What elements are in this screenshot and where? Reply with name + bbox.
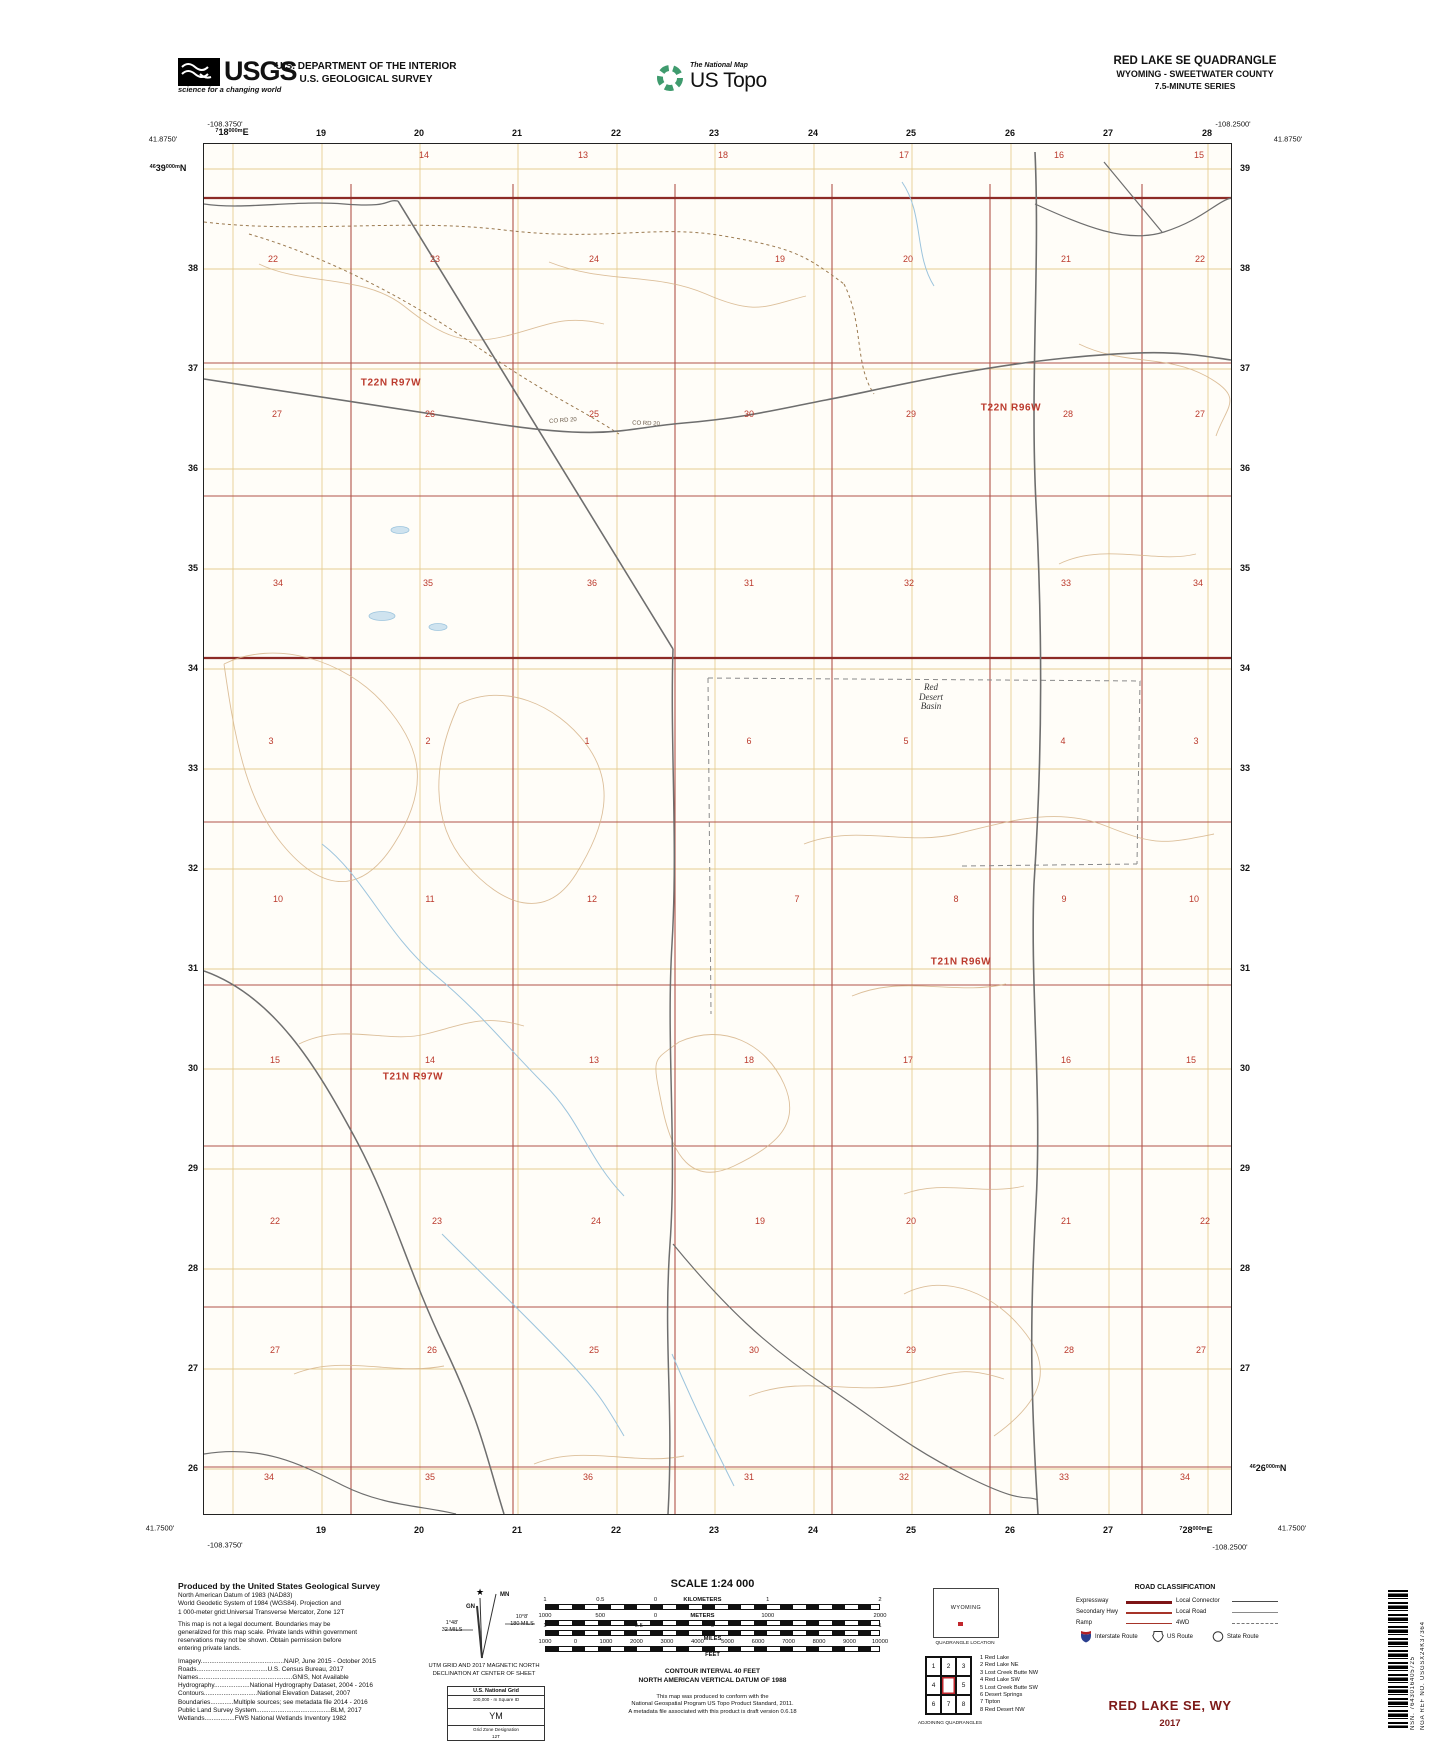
section-number: 26 [424,409,436,419]
road-class-swatch [1232,1612,1278,1613]
grid-number-left: 35 [187,563,198,573]
usng-gzd-value: 12T [492,1734,500,1739]
grid-number-right: 31 [1240,963,1251,973]
section-number: 3 [268,736,274,746]
grid-number-right: 28 [1240,1263,1251,1273]
us-topo-logo [655,62,767,93]
road-class-label: Secondary Hwy [1076,1609,1119,1615]
grid-number-bottom: 23 [708,1525,720,1535]
section-number: 27 [1195,1345,1207,1355]
section-number: 27 [271,409,283,419]
grid-number-top: 20 [413,128,425,138]
standard-conformance-note: This map was produced to conform with the National Geospatial Program US Topo Product Standard, 2011. A metadata file associated with this product is draft version 0.6.18 [628,1694,797,1715]
datum-paragraph: North American Datum of 1983 (NAD83) World Geodetic System of 1984 (WGS84). Projection and 1 000-meter grid:Universal Transverse Mercator, Zone 12T [178,1592,345,1616]
grid-number-top: 25 [905,128,917,138]
grid-number-bottom: 25 [905,1525,917,1535]
grid-number-bottom: 24 [807,1525,819,1535]
section-number: 16 [1053,150,1065,160]
usgs-logo-icon [178,58,220,86]
section-number: 31 [743,1472,755,1482]
grid-north-label: GN [466,1604,475,1610]
data-sources-list: Imagery...............................................NAIP, June 2015 - October 2015 Roads........................................U.S. Census Bureau, 2017 Names.....................................................GNIS, Not Available Hydrography....................National Hydrography Dataset, 2004 - 2016 Contours..............................National Elevation Dataset, 2007 Boundaries.............Multiple sources; see metadata file 2014 - 2016 Public Land Survey System..........................................BLM, 2017 Wetlands.................FWS National Wetlands Inventory 1982 [178,1657,376,1723]
quad-location-dot [958,1622,963,1626]
adjoining-quads-list: 1 Red Lake 2 Red Lake NE 3 Lost Creek Butte NW 4 Red Lake SW 5 Lost Creek Butte SW 6 Desert Springs 7 Tipton 8 Red Desert NW [980,1655,1039,1713]
corner-coordinate: 41.7500' [1277,1523,1307,1533]
grid-number-left: 33 [187,763,198,773]
grid-number-right: 34 [1240,663,1251,673]
township-range-label: T21N R96W [930,956,992,968]
usgs-logo-text: USGS [224,56,297,86]
corner-coordinate: 41.7500' [145,1523,175,1533]
adjoining-quad-cell: 1 [926,1657,941,1676]
barcode-nsn-text: NSN. 7643016405725 [1410,1656,1416,1730]
section-number: 25 [588,409,600,419]
section-number: 12 [586,894,598,904]
usng-square-label: 100,000 - m Square ID [448,1696,544,1709]
grid-number-top: 28 [1201,128,1213,138]
grid-number-bottom: 27 [1102,1525,1114,1535]
road-class-label: 4WD [1176,1620,1190,1626]
grid-number-bottom: 21 [511,1525,523,1535]
grid-number-bottom: 19 [315,1525,327,1535]
section-number: 21 [1060,1216,1072,1226]
section-number: 34 [1192,578,1204,588]
state-locator-box [933,1588,999,1638]
adjoining-quad-cell: 7 [941,1695,956,1714]
department-heading [246,60,486,86]
section-number: 24 [588,254,600,264]
section-number: 19 [754,1216,766,1226]
section-number: 32 [898,1472,910,1482]
quad-state-county: WYOMING - SWEETWATER COUNTY [1116,69,1274,79]
section-number: 6 [746,736,752,746]
section-number: 22 [1199,1216,1211,1226]
section-number: 17 [902,1055,914,1065]
section-number: 2 [425,736,431,746]
map-area [203,143,1232,1515]
road-class-swatch [1126,1623,1172,1624]
state-route-item: State Route [1212,1630,1259,1643]
grid-number-top: 24 [807,128,819,138]
corner-coordinate: -108.3750' [207,1540,243,1550]
section-number: 10 [272,894,284,904]
grid-number-right: 29 [1240,1163,1251,1173]
grid-number-left: 30 [187,1063,198,1073]
grid-number-top: 22 [610,128,622,138]
usng-gzd-label: Grid Zone Designation [473,1727,519,1732]
section-number: 17 [898,150,910,160]
section-number: 34 [1179,1472,1191,1482]
grid-number-left: 38 [187,263,198,273]
quad-series: 7.5-MINUTE SERIES [1154,81,1236,91]
grid-number-right: 35 [1240,563,1251,573]
grid-number-top: 26 [1004,128,1016,138]
grid-number-bottom: 20 [413,1525,425,1535]
section-number: 35 [422,578,434,588]
grid-number-right: 38 [1240,263,1251,273]
section-number: 20 [905,1216,917,1226]
us-topo-logo-icon [655,63,685,93]
section-number: 18 [717,150,729,160]
section-number: 36 [582,1472,594,1482]
true-north-star-icon: ★ [475,1587,485,1597]
road-class-label: Expressway [1076,1598,1109,1604]
credits-title: Produced by the United States Geological Survey [178,1581,381,1591]
grid-number-left: 27 [187,1363,198,1373]
section-number: 32 [903,578,915,588]
us-route-shield-icon [1152,1630,1164,1643]
section-number: 14 [418,150,430,160]
section-number: 28 [1063,1345,1075,1355]
grid-number-top: 23 [708,128,720,138]
grid-number-right: 30 [1240,1063,1251,1073]
road-class-swatch [1126,1601,1172,1604]
grid-number-right: 27 [1240,1363,1251,1373]
declination-caption: UTM GRID AND 2017 MAGNETIC NORTH DECLINATION AT CENTER OF SHEET [428,1663,540,1677]
adjoining-quads-caption: ADJOINING QUADRANGLES [917,1721,983,1726]
production-credits [178,1582,430,1723]
basin-name-label: Red Desert Basin [919,681,943,711]
roads [204,152,1231,1514]
utm-and-plss-grid [204,144,1231,1514]
legal-paragraph: This map is not a legal document. Boundaries may be generalized for this map scale. Private lands within government reservations may not be shown. Obtain permission before entering private lands. [178,1620,358,1653]
section-number: 30 [748,1345,760,1355]
section-number: 10 [1188,894,1200,904]
grid-number-right: 37 [1240,363,1251,373]
scale-bar-kilometers: 1 0.5 0 1 2 KILOMETERS [545,1597,880,1613]
mn-declination-value: 10°8' 180 MILS [510,1614,534,1627]
gn-declination-value: 1°48' 32 MILS [441,1620,463,1633]
section-number: 20 [902,254,914,264]
corner-coordinate: 41.8750' [148,134,178,144]
section-number: 15 [1185,1055,1197,1065]
section-number: 4 [1060,736,1066,746]
section-number: 1 [584,736,590,746]
contour-interval-note: CONTOUR INTERVAL 40 FEET NORTH AMERICAN VERTICAL DATUM OF 1988 [638,1668,787,1684]
usgs-tagline: science for a changing world [178,85,282,94]
section-number: 36 [586,578,598,588]
section-number: 33 [1058,1472,1070,1482]
scale-bar-meters: 1000 500 0 1000 2000 METERS [545,1613,880,1629]
scale-bar-miles: 1 0.5 0 1 MILES [543,1623,882,1642]
section-number: 22 [267,254,279,264]
barcode [1388,1590,1408,1728]
dept-line2: U.S. GEOLOGICAL SURVEY [299,74,433,85]
barcode-nga-text: NGA REF NO. USGSX24K37364 [1420,1621,1426,1730]
grid-full-label-left: $^{46}39^{000m}N$ [149,163,187,173]
sheet-title: RED LAKE SE, WY [1108,1698,1232,1713]
township-range-label: T22N R97W [360,377,422,389]
township-range-label: T21N R97W [382,1071,444,1083]
section-number: 24 [590,1216,602,1226]
section-number: 22 [1194,254,1206,264]
grid-number-bottom: 26 [1004,1525,1016,1535]
adjoining-quad-cell [941,1676,956,1695]
road-class-label: Local Road [1176,1609,1207,1615]
grid-number-right: 33 [1240,763,1251,773]
section-number: 34 [272,578,284,588]
grid-number-left: 32 [187,863,198,873]
grid-full-label-top: $^718^{000m}E$ [215,127,249,137]
contour-lines [224,262,1230,1464]
road-class-swatch [1232,1601,1278,1602]
boundary-dashed-lines [708,678,1140,1014]
section-number: 33 [1060,578,1072,588]
grid-number-right: 32 [1240,863,1251,873]
magnetic-north-label: MN [500,1592,510,1598]
scale-bar-feet: 1000 0 1000 2000 3000 4000 5000 6000 7000 8000 9000 10000 FEET [538,1639,889,1658]
grid-number-top: 19 [315,128,327,138]
section-number: 15 [1193,150,1205,160]
state-name: WYOMING [950,1605,982,1611]
section-number: 21 [1060,254,1072,264]
dept-line1: U.S. DEPARTMENT OF THE INTERIOR [275,61,457,72]
map-graphics [204,144,1231,1514]
section-number: 29 [905,409,917,419]
section-number: 18 [743,1055,755,1065]
trail-lines [204,222,874,434]
grid-number-left: 37 [187,363,198,373]
section-number: 22 [269,1216,281,1226]
grid-number-left: 26 [187,1463,198,1473]
interstate-route-item: Interstate Route [1080,1630,1138,1643]
section-number: 31 [743,578,755,588]
section-number: 15 [269,1055,281,1065]
section-number: 16 [1060,1055,1072,1065]
adjoining-quad-cell: 2 [941,1657,956,1676]
corner-coordinate: -108.2500' [1212,1542,1248,1552]
road-class-label: Ramp [1076,1620,1093,1626]
section-number: 28 [1062,409,1074,419]
adjoining-quad-cell: 8 [956,1695,971,1714]
corner-coordinate: 41.8750' [1273,134,1303,144]
section-number: 23 [429,254,441,264]
us-topo-label: US Topo [690,69,767,92]
grid-number-bottom: 22 [610,1525,622,1535]
section-number: 29 [905,1345,917,1355]
section-number: 9 [1061,894,1067,904]
township-range-label: T22N R96W [980,402,1042,414]
section-number: 13 [588,1055,600,1065]
national-map-label: The National Map [690,62,748,69]
road-classification-title: ROAD CLASSIFICATION [1134,1584,1216,1591]
section-number: 30 [743,409,755,419]
adjoining-quad-cell: 3 [956,1657,971,1676]
lake-shapes [369,527,447,631]
section-number: 26 [426,1345,438,1355]
grid-number-left: 31 [187,963,198,973]
usng-square-id: YM [448,1709,544,1726]
grid-full-label-right: $^{46}26^{000m}N$ [1249,1463,1287,1473]
adjoining-quad-cell: 6 [926,1695,941,1714]
grid-number-right: 39 [1240,163,1251,173]
adjoining-quads-grid [925,1656,972,1715]
quadrangle-title-block [1060,55,1330,91]
section-number: 7 [794,894,800,904]
grid-number-top: 21 [511,128,523,138]
usng-title: U.S. National Grid [448,1687,544,1696]
grid-number-top: 27 [1102,128,1114,138]
section-number: 25 [588,1345,600,1355]
section-number: 14 [424,1055,436,1065]
road-class-swatch [1232,1623,1278,1624]
section-number: 35 [424,1472,436,1482]
scale-bars [538,1597,889,1661]
grid-number-left: 36 [187,463,198,473]
section-number: 8 [953,894,959,904]
section-number: 34 [263,1472,275,1482]
quadrangle-location-caption: QUADRANGLE LOCATION [935,1641,995,1646]
grid-number-left: 29 [187,1163,198,1173]
stream-lines [322,182,934,1486]
road-name-label: CO RD 20 [632,420,660,428]
road-name-label: CO RD 20 [548,417,578,425]
corner-coordinate: -108.2500' [1215,119,1251,129]
section-number: 11 [425,894,435,904]
adjoining-quad-cell: 4 [926,1676,941,1695]
section-number: 27 [1194,409,1206,419]
scale-title: SCALE 1:24 000 [670,1578,755,1590]
grid-number-left: 28 [187,1263,198,1273]
sheet-year: 2017 [1159,1718,1181,1729]
road-class-label: Local Connector [1176,1598,1220,1604]
interstate-shield-icon [1080,1630,1092,1643]
quad-name: RED LAKE SE QUADRANGLE [1113,55,1277,67]
section-number: 5 [903,736,909,746]
section-number: 19 [774,254,786,264]
grid-number-right: 36 [1240,463,1251,473]
road-class-swatch [1126,1612,1172,1614]
section-number: 13 [577,150,589,160]
section-number: 27 [269,1345,281,1355]
corner-coordinate: -108.3750' [207,119,243,129]
state-route-circle-icon [1212,1630,1224,1643]
us-route-item: US Route [1152,1630,1193,1643]
grid-full-label-bottom: $^728^{000m}E$ [1179,1525,1213,1535]
section-number: 23 [431,1216,443,1226]
grid-number-left: 34 [187,663,198,673]
section-number: 3 [1193,736,1199,746]
adjoining-quad-cell: 5 [956,1676,971,1695]
